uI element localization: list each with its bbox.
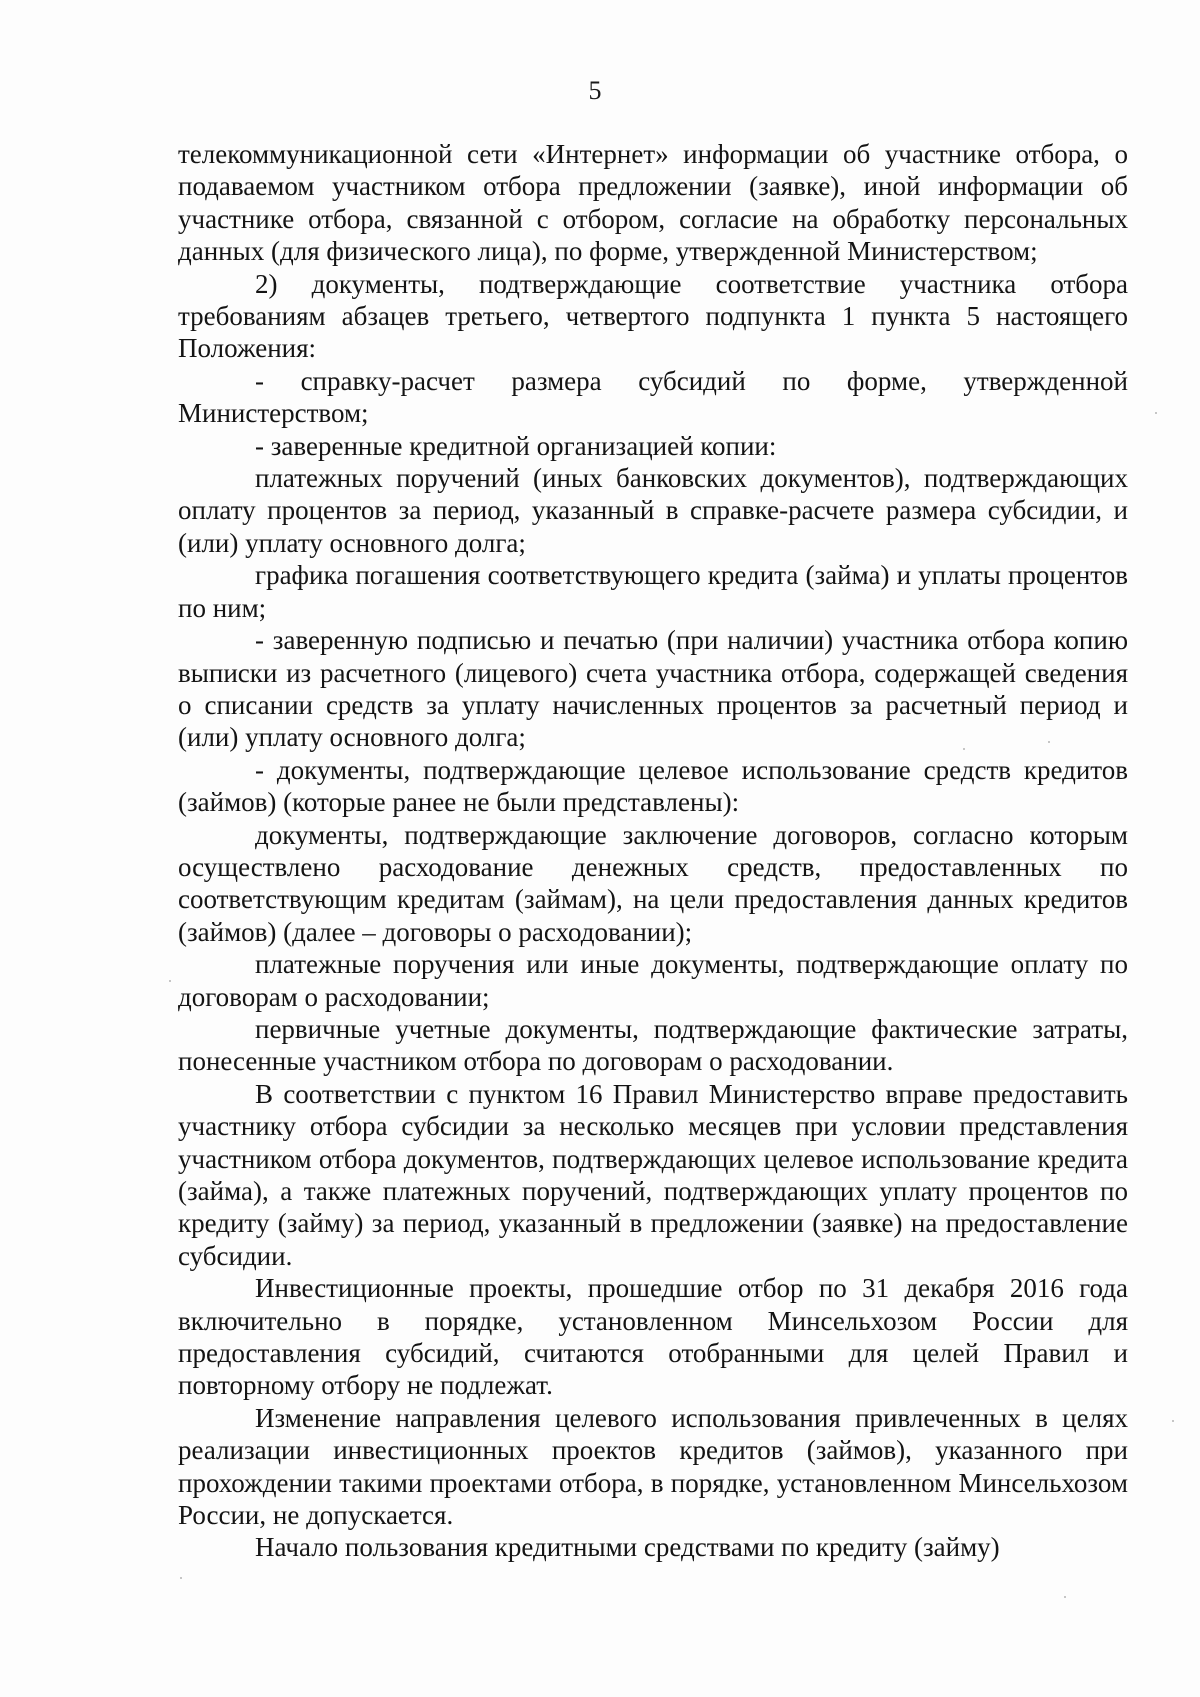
paragraph-13: Инвестиционные проекты, прошедшие отбор по 31 декабря 2016 года включительно в порядке, установленном Минсельхозом России для предоставления субсидий, считаются отобранными для целей Правил и повторному отбору не подлежат.	[178, 1273, 1128, 1401]
paragraph-6: графика погашения соответствующего кредита (займа) и уплаты процентов по ним;	[178, 560, 1128, 623]
paragraph-3: - справку-расчет размера субсидий по форме, утвержденной Министерством;	[178, 365, 1128, 429]
scan-speck	[963, 748, 965, 750]
paragraph-4: - заверенные кредитной организацией копии:	[255, 430, 777, 461]
paragraph-8: - документы, подтверждающие целевое использование средств кредитов (займов) (которые ранее не были представлены):	[178, 754, 1128, 818]
paragraph-12: В соответствии с пунктом 16 Правил Министерство вправе предоставить участнику отбора субсидии за несколько месяцев при условии представления участником отбора документов, подтверждающих целевое использование кредита (займа), а также платежных поручений, подтверждающих уплату процентов по кредиту (займу) за период, указанный в предложении (заявке) на предоставление субсидии.	[178, 1078, 1128, 1271]
document-body	[178, 138, 1128, 1564]
scan-speck	[169, 980, 171, 982]
paragraph-11: первичные учетные документы, подтверждающие фактические затраты, понесенные участником отбора по договорам о расходовании.	[178, 1013, 1128, 1077]
paragraph-5: платежных поручений (иных банковских документов), подтверждающих оплату процентов за период, указанный в справке-расчете размера субсидии, и (или) уплату основного долга;	[178, 463, 1128, 558]
page-number: 5	[588, 76, 602, 105]
scan-speck	[1155, 412, 1157, 414]
paragraph-14: Изменение направления целевого использования привлеченных в целях реализации инвестиционных проектов кредитов (займов), указанного при прохождении такими проектами отбора, в порядке, установленном Минсельхозом России, не допускается.	[178, 1402, 1128, 1531]
paragraph-7: - заверенную подписью и печатью (при наличии) участника отбора копию выписки из расчетного (лицевого) счета участника отбора, содержащей сведения о списании средств за уплату начисленных процентов за расчетный период и (или) уплату основного долга;	[178, 625, 1128, 753]
paragraph-15: Начало пользования кредитными средствами по кредиту (займу)	[255, 1532, 1000, 1563]
paragraph-2: 2) документы, подтверждающие соответствие участника отбора требованиям абзацев третьего, четвертого подпункта 1 пункта 5 настоящего Положения:	[178, 268, 1128, 364]
scan-speck	[1172, 1420, 1174, 1422]
scan-speck	[1048, 741, 1050, 743]
paragraph-10: платежные поручения или иные документы, подтверждающие оплату по договорам о расходовании;	[178, 949, 1128, 1012]
scan-speck	[1064, 1596, 1066, 1598]
scan-speck	[180, 1577, 182, 1579]
paragraph-9: документы, подтверждающие заключение договоров, согласно которым осуществлено расходование денежных средств, предоставленных по соответствующим кредитам (займам), на цели предоставления данных кредитов (займов) (далее – договоры о расходовании);	[178, 819, 1128, 947]
paragraph-1: телекоммуникационной сети «Интернет» информации об участнике отбора, о подаваемом участником отбора предложении (заявке), иной информации об участнике отбора, связанной с отбором, согласие на обработку персональных данных (для физического лица), по форме, утвержденной Министерством;	[178, 139, 1128, 267]
